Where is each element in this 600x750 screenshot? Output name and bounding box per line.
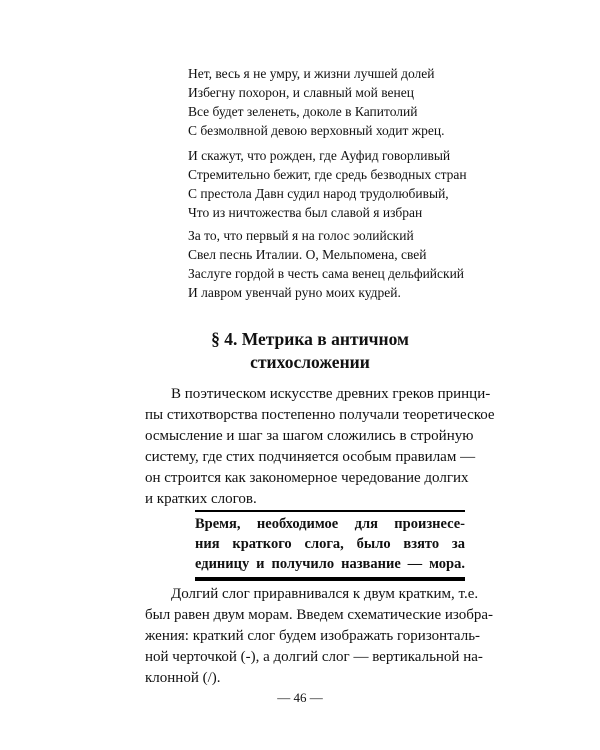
- definition-box: [195, 510, 465, 581]
- section-heading-line-1: § 4. Метрика в античном: [211, 329, 409, 349]
- definition-line: Время, необходимое для произнесе-: [195, 516, 465, 532]
- paragraph-1: [145, 384, 495, 510]
- paragraph-line: систему, где стих подчиняется особым правилам —: [145, 449, 476, 465]
- poem-stanza-1: [188, 64, 444, 140]
- section-heading-line-2: стихосложении: [250, 352, 370, 372]
- poem-line: Все будет зеленеть, доколе в Капитолий: [188, 104, 418, 119]
- poem-stanza-2: [188, 146, 467, 222]
- poem-line: За то, что первый я на голос эолийский: [188, 228, 414, 243]
- paragraph-line: клонной (/).: [145, 670, 221, 686]
- paragraph-2: [145, 584, 494, 689]
- paragraph-line: В поэтическом искусстве древних греков принци-: [171, 386, 491, 402]
- paragraph-line: и кратких слогов.: [145, 491, 257, 507]
- section-heading: [150, 328, 470, 374]
- poem-line: Что из ничтожества был славой я избран: [188, 205, 423, 220]
- definition-line: единицу и получило название — мора.: [195, 556, 465, 572]
- poem-line: С безмолвной девою верховный ходит жрец.: [188, 123, 445, 138]
- paragraph-line: пы стихотворства постепенно получали теоретическое: [145, 407, 495, 423]
- poem-line: И скажут, что рожден, где Ауфид говорливый: [188, 148, 451, 163]
- paragraph-line: ной черточкой (-), а долгий слог — вертикальной на-: [145, 649, 483, 665]
- poem-line: С престола Давн судил народ трудолюбивый,: [188, 186, 449, 201]
- poem-line: Свел песнь Италии. О, Мельпомена, свей: [188, 247, 427, 262]
- poem-line: И лавром увенчай руно моих кудрей.: [188, 285, 401, 300]
- definition-line: ния краткого слога, было взято за: [195, 536, 465, 552]
- paragraph-line: жения: краткий слог будем изображать горизонталь-: [145, 628, 481, 644]
- poem-line: Избегну похорон, и славный мой венец: [188, 85, 414, 100]
- paragraph-line: Долгий слог приравнивался к двум кратким, т.е.: [171, 586, 479, 602]
- paragraph-line: он строится как закономерное чередование долгих: [145, 470, 469, 486]
- paragraph-line: был равен двум морам. Введем схематические изобра-: [145, 607, 494, 623]
- poem-stanza-3: [188, 226, 464, 302]
- paragraph-line: осмысление и шаг за шагом сложились в стройную: [145, 428, 474, 444]
- page-number: — 46 —: [277, 690, 323, 705]
- poem-line: Стремительно бежит, где средь безводных стран: [188, 167, 467, 182]
- poem-line: Заслуге гордой в честь сама венец дельфийский: [188, 266, 465, 281]
- poem-line: Нет, весь я не умру, и жизни лучшей долей: [188, 66, 435, 81]
